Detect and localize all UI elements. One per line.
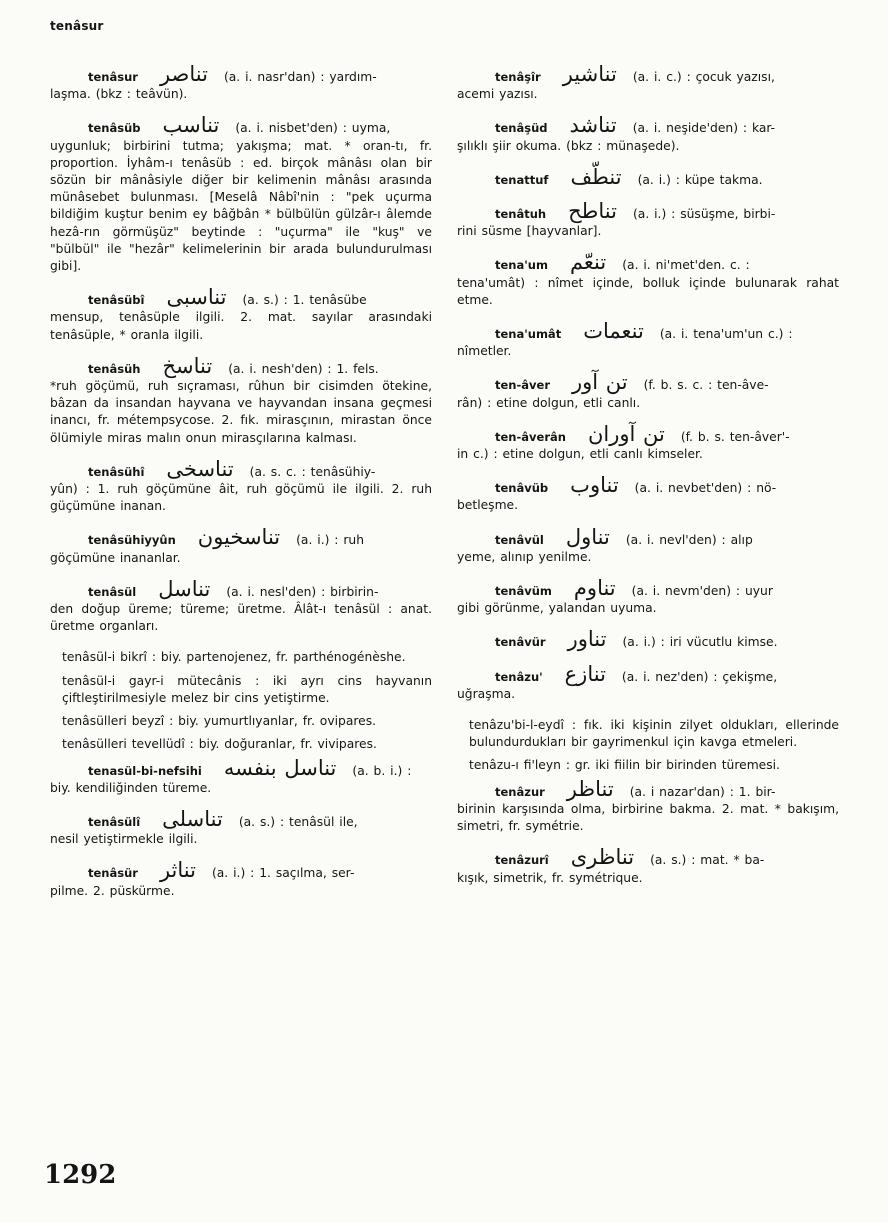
entry-definition: gibi görünme, yalandan uyuma. — [457, 601, 657, 616]
entry-grammar-note: (a. i. neşide'den) : kar- — [632, 121, 776, 136]
entry-grammar-note: (a. i.) : 1. saçılma, ser- — [211, 866, 355, 881]
entry-first-line — [50, 525, 432, 550]
running-head: tenâsur — [50, 19, 104, 33]
entry-arabic-script: تنازع — [564, 661, 606, 686]
dictionary-entry — [457, 661, 839, 703]
entry-definition: nîmetler. — [457, 344, 512, 359]
dictionary-entry — [457, 319, 839, 360]
entry-headword: tenâşüd — [495, 121, 548, 136]
entry-grammar-note: (a. i.) : küpe takma. — [637, 172, 763, 187]
entry-first-line — [457, 370, 839, 395]
entry-first-line — [457, 576, 839, 601]
entry-headword: tenâsüh — [88, 361, 141, 376]
entry-headword: ten-âver — [495, 378, 550, 393]
dictionary-entry — [457, 627, 839, 652]
entry-arabic-script: تناسبى — [166, 285, 227, 310]
entry-first-line — [50, 353, 432, 378]
entry-grammar-note: (a. i. nevm'den) : uyur — [631, 584, 773, 599]
entry-arabic-script: تنطّف — [570, 164, 622, 189]
entry-definition: kışık, simetrik, fr. symétrique. — [457, 870, 643, 885]
dictionary-entry — [50, 525, 432, 566]
sub-entry: tenâsülleri beyzî : biy. yumurtlıyanlar, fr. ovipares. — [62, 714, 377, 729]
entry-headword: tenâvül — [495, 532, 544, 547]
sub-entry: tenâsül-i bikrî : biy. partenojenez, fr. parthénogénèshe. — [62, 650, 406, 665]
left-column — [50, 62, 432, 914]
entry-grammar-note: (a. i. nesh'den) : 1. fels. — [228, 361, 379, 376]
entry-grammar-note: (a. i.) : ruh — [296, 533, 365, 548]
dictionary-entry — [457, 421, 839, 463]
entry-first-line — [457, 845, 839, 870]
entry-headword: tenâsur — [88, 70, 138, 84]
entry-arabic-script: تناسخ — [162, 353, 213, 378]
entry-headword: tenâsül — [88, 584, 137, 599]
sub-entry: tenâsül-i gayr-i mütecânis : iki ayrı cins hayvanın çiftleştirilmesiyle melez bir cins yetiştirme. — [62, 673, 432, 705]
entry-first-line — [457, 627, 839, 652]
entry-first-line — [50, 456, 432, 481]
entry-definition: birinin karşısında olma, birbirine bakma. 2. mat. * bakışım, simetri, fr. symétrie. — [457, 801, 839, 834]
entry-arabic-script: تناشير — [562, 62, 617, 86]
entry-arabic-script: تناور — [567, 627, 607, 652]
entry-first-line — [457, 473, 839, 498]
entry-grammar-note: (a. i. nez'den) : çekişme, — [621, 669, 778, 684]
entry-definition: mensup, tenâsüple ilgili. 2. mat. sayılar arasındaki tenâsüple, * oranla ilgili. — [50, 310, 432, 342]
dictionary-entry — [50, 858, 432, 899]
entry-first-line — [50, 62, 432, 86]
entry-definition: den doğup üreme; türeme; üretme. Âlât-ı tenâsül : anat. üretme organları. — [50, 602, 432, 634]
entry-grammar-note: (a. i. ni'met'den. c. : — [622, 258, 750, 273]
dictionary-entry — [457, 776, 839, 836]
entry-headword: tenâzurî — [495, 853, 549, 868]
entry-first-line — [457, 113, 839, 138]
entry-headword: tenâşîr — [495, 70, 541, 84]
entry-first-line — [457, 776, 839, 801]
entry-arabic-script: تناطح — [568, 199, 617, 224]
entry-definition: *ruh göçümü, ruh sıçraması, rûhun bir cisimden ötekine, bâzan da insandan hayvana ve hayvandan insana geçmesi inancı, fr. métempsycose. 2. fık. mirasçının, mirastan önce ölümiyle miras malın onun mirasçılarına kalması. — [50, 379, 432, 445]
entry-headword: tenâsür — [88, 866, 138, 881]
entry-arabic-script: تناوم — [573, 576, 616, 601]
sub-entry: tenâzu-ı fi'leyn : gr. iki fiilin bir birinden türemesi. — [469, 758, 780, 773]
entry-definition: şılıklı şiir okuma. (bkz : münaşede). — [457, 138, 680, 153]
entry-first-line — [50, 806, 432, 831]
dictionary-entry — [50, 353, 432, 447]
entry-first-line — [457, 250, 839, 275]
entry-definition: rân) : etine dolgun, etli canlı. — [457, 395, 641, 410]
dictionary-entry — [457, 576, 839, 617]
dictionary-entry — [50, 285, 432, 344]
dictionary-entry — [457, 62, 839, 103]
entry-grammar-note: (f. b. s. ten-âver'- — [680, 429, 790, 444]
entry-definition: nesil yetiştirmekle ilgili. — [50, 832, 198, 847]
entry-headword: tenâzu' — [495, 669, 543, 684]
dictionary-entry — [457, 370, 839, 411]
entry-grammar-note: (a. i. nevl'den) : alıp — [625, 532, 753, 547]
right-column — [457, 62, 839, 901]
entry-grammar-note: (f. b. s. c. : ten-âve- — [643, 378, 769, 393]
entry-definition: uygunluk; birbirini tutma; yakışma; mat. * oran-tı, fr. proportion. İyhâm-ı tenâsüb : ed. birçok mânâsı olan bir sözün bir mânâsiyle diğer bir kelimenin mânâsı arasında münâsebet bulunması. [Meselâ Nâbî'nin : "pek uçurma bildiğim kuştur benim ey bâğbân * bülbülün gülzâr-ı âlemde hezâ-rın görmüşüz" beytinde : "uçurma" ile "kuş" ve "bülbül" ile "hezâr" kelimelerinin bir arada bulundurulması gibi]. — [50, 138, 432, 274]
entry-definition: yûn) : 1. ruh göçümüne âit, ruh göçümü ile ilgili. 2. ruh güçümüne inanan. — [50, 482, 432, 514]
dictionary-entry — [50, 456, 432, 516]
entry-arabic-script: تنعمات — [583, 319, 644, 344]
entry-grammar-note: (a. i. tena'um'un c.) : — [659, 327, 793, 342]
sub-entry: tenâsülleri tevellüdî : biy. doğuranlar, fr. vivipares. — [62, 737, 377, 752]
entry-headword: tenâvür — [495, 635, 546, 650]
entry-arabic-script: تناوب — [570, 473, 619, 498]
entry-grammar-note: (a. i nazar'dan) : 1. bir- — [629, 784, 776, 799]
entry-first-line — [50, 755, 432, 780]
entry-definition: betleşme. — [457, 498, 519, 513]
entry-headword: tenâsülî — [88, 814, 141, 829]
entry-definition: uğraşma. — [457, 686, 516, 701]
dictionary-entry — [457, 524, 839, 566]
entry-arabic-script: تناظر — [566, 776, 614, 801]
entry-headword: tenâsühiyyûn — [88, 533, 176, 548]
entry-arabic-script: تناسب — [162, 113, 220, 138]
dictionary-entry — [457, 473, 839, 514]
dictionary-entry — [457, 113, 839, 154]
entry-first-line — [457, 421, 839, 446]
entry-grammar-note: (a. i. nasr'dan) : yardım- — [223, 70, 377, 84]
entry-grammar-note: (a. s.) : mat. * ba- — [650, 853, 765, 868]
entry-arabic-script: تناسل بنفسه — [223, 755, 337, 780]
entry-definition: biy. kendiliğinden türeme. — [50, 780, 212, 795]
entry-grammar-note: (a. i. nisbet'den) : uyma, — [235, 121, 391, 136]
entry-headword: tenâvüb — [495, 481, 549, 496]
entry-arabic-script: تناول — [565, 524, 610, 549]
dictionary-entry — [457, 845, 839, 886]
entry-first-line — [457, 524, 839, 549]
entry-definition: göçümüne inananlar. — [50, 550, 181, 565]
page-number: 1292 — [44, 1160, 117, 1190]
entry-first-line — [457, 164, 839, 189]
entry-headword: tenâtuh — [495, 207, 547, 222]
entry-grammar-note: (a. i.) : iri vücutlu kimse. — [622, 635, 778, 650]
entry-first-line — [457, 199, 839, 224]
entry-arabic-script: تناصر — [159, 62, 208, 86]
entry-arabic-script: تناسخيون — [197, 525, 281, 550]
entry-first-line — [457, 661, 839, 686]
entry-definition: rini süsme [hayvanlar]. — [457, 224, 602, 239]
entry-arabic-script: تناثر — [159, 858, 196, 883]
entry-arabic-script: تن آور — [571, 370, 628, 395]
entry-arabic-script: تناسخى — [166, 456, 234, 481]
entry-arabic-script: تناسلى — [162, 806, 223, 831]
entry-definition: laşma. (bkz : teâvün). — [50, 87, 188, 102]
entry-headword: tena'um — [495, 258, 548, 273]
entry-first-line — [457, 62, 839, 86]
entry-arabic-script: تنعّم — [569, 250, 607, 275]
dictionary-entry — [50, 62, 432, 103]
entry-first-line — [50, 576, 432, 601]
entry-headword: ten-âverân — [495, 429, 566, 444]
entry-grammar-note: (a. s. c. : tenâsühiy- — [249, 464, 376, 479]
entry-headword: tenâsüb — [88, 121, 141, 136]
entry-first-line — [50, 858, 432, 883]
entry-headword: tena'umât — [495, 327, 562, 342]
entry-headword: tenâsübî — [88, 293, 145, 308]
entry-headword: tenâzur — [495, 784, 545, 799]
entry-first-line — [50, 285, 432, 310]
entry-grammar-note: (a. b. i.) : — [352, 763, 412, 778]
dictionary-entry — [457, 164, 839, 189]
entry-grammar-note: (a. i.) : süsüşme, birbi- — [632, 207, 776, 222]
entry-headword: tenasül-bi-nefsihi — [88, 763, 202, 778]
entry-headword: tenâsühî — [88, 464, 145, 479]
entry-headword: tenattuf — [495, 172, 549, 187]
dictionary-entry — [457, 199, 839, 240]
entry-arabic-script: تناشد — [569, 113, 617, 138]
entry-grammar-note: (a. i. nevbet'den) : nö- — [634, 481, 777, 496]
entry-grammar-note: (a. s.) : tenâsül ile, — [238, 814, 358, 829]
entry-headword: tenâvüm — [495, 584, 552, 599]
dictionary-entry — [50, 576, 432, 636]
entry-definition: in c.) : etine dolgun, etli canlı kimseler. — [457, 447, 703, 462]
sub-entry: tenâzu'bi-l-eydî : fık. iki kişinin zilyet oldukları, ellerinde bulundurdukları bir gayrimenkul için kavga etmeleri. — [469, 718, 839, 750]
entry-definition: yeme, alınıp yenilme. — [457, 549, 592, 564]
entry-arabic-script: تناظرى — [570, 845, 635, 870]
dictionary-entry — [50, 113, 432, 275]
dictionary-entry — [457, 250, 839, 309]
entry-grammar-note: (a. i. c.) : çocuk yazısı, — [632, 70, 775, 84]
entry-arabic-script: تن آوران — [587, 421, 665, 446]
entry-first-line — [457, 319, 839, 344]
entry-definition: pilme. 2. püskürme. — [50, 883, 175, 898]
entry-arabic-script: تناسل — [158, 576, 211, 601]
entry-definition: tena'umât) : nîmet içinde, bolluk içinde bulunarak rahat etme. — [457, 275, 839, 307]
entry-grammar-note: (a. s.) : 1. tenâsübe — [242, 293, 367, 308]
entry-definition: acemi yazısı. — [457, 87, 538, 102]
dictionary-entry — [50, 755, 432, 797]
entry-grammar-note: (a. i. nesl'den) : birbirin- — [226, 584, 379, 599]
dictionary-entry — [50, 806, 432, 848]
entry-first-line — [50, 113, 432, 138]
